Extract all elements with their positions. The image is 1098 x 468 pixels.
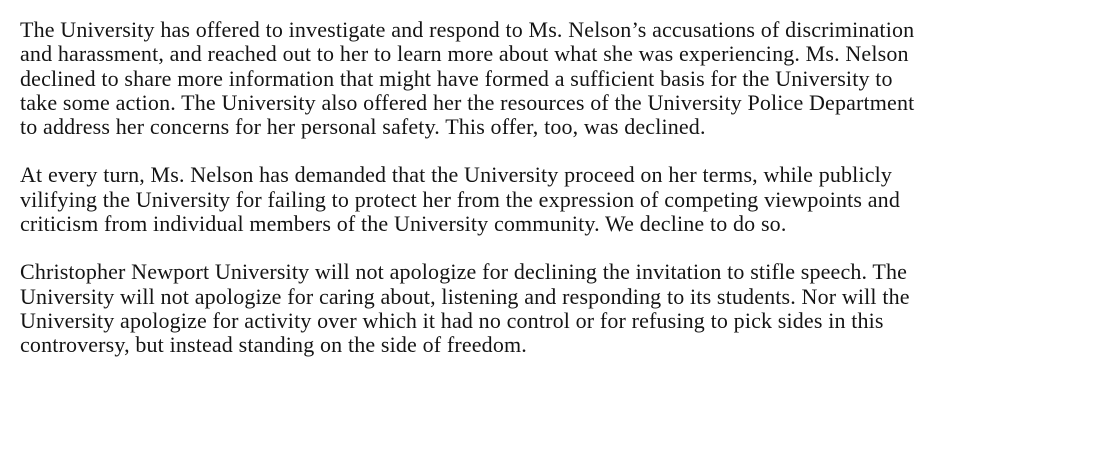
text-line: declined to share more information that might have formed a sufficient basis for the University to	[20, 65, 893, 91]
document-page	[20, 18, 1090, 358]
text-line: Christopher Newport University will not apologize for declining the invitation to stifle speech. The	[20, 259, 908, 285]
text-line: vilifying the University for failing to protect her from the expression of competing viewpoints and	[20, 186, 900, 212]
text-line: University will not apologize for caring about, listening and responding to its students. Nor will the	[20, 283, 910, 309]
paragraph-university-offers	[20, 18, 1090, 139]
text-line: The University has offered to investigate and respond to Ms. Nelson’s accusations of discrimination	[20, 17, 915, 42]
text-line: criticism from individual members of the University community. We decline to do so.	[20, 211, 787, 237]
text-line: University apologize for activity over which it had no control or for refusing to pick sides in this	[20, 307, 884, 333]
text-line: and harassment, and reached out to her to learn more about what she was experiencing. Ms. Nelson	[20, 41, 909, 67]
text-line: controversy, but instead standing on the side of freedom.	[20, 332, 527, 358]
text-line: At every turn, Ms. Nelson has demanded that the University proceed on her terms, while publicly	[20, 162, 893, 188]
paragraph-will-not-apologize	[20, 260, 1090, 357]
text-line: take some action. The University also offered her the resources of the University Police Department	[20, 89, 915, 115]
text-line: to address her concerns for her personal safety. This offer, too, was declined.	[20, 114, 706, 140]
paragraph-every-turn	[20, 163, 1090, 236]
